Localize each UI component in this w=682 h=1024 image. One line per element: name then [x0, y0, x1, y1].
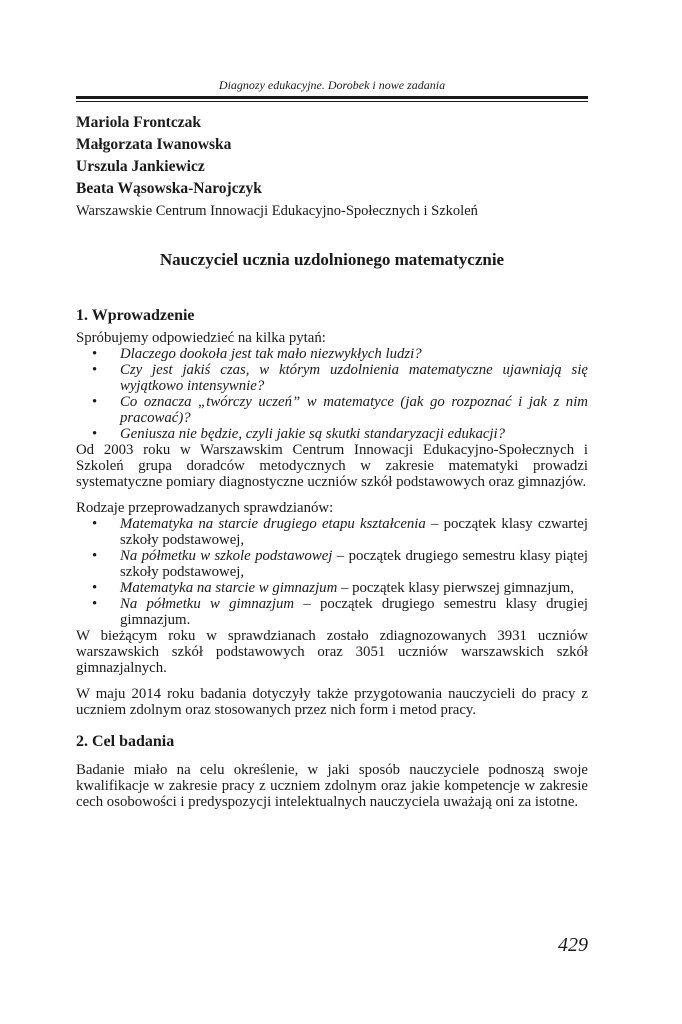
list-item [76, 426, 588, 442]
list-item [76, 516, 588, 548]
paragraph: Od 2003 roku w Warszawskim Centrum Innowacji Edukacyjno-Społecznych i Szkoleń grupa doradców metodycznych w zakresie matematyki prowadzi systematyczne pomiary diagnostyczne uczniów szkół podstawowych oraz gimnazjów. [76, 442, 588, 490]
author-name: Urszula Jankiewicz [76, 158, 205, 175]
paragraph: Spróbujemy odpowiedzieć na kilka pytań: [76, 330, 326, 346]
header-rule-thin [76, 101, 588, 102]
question-text: Geniusza nie będzie, czyli jakie są skutki standaryzacji edukacji? [120, 426, 506, 442]
question-list [76, 346, 588, 442]
paragraph: Badanie miało na celu określenie, w jaki sposób nauczyciele podnoszą swoje kwalifikacje w zakresie pracy z uczniem zdolnym oraz jakie kompetencje w zakresie cech osobowości i predyspozycji intelektualnych nauczyciela uważają oni za istotne. [76, 762, 588, 810]
bullet-icon: • [92, 548, 98, 564]
page-number: 429 [558, 934, 588, 956]
author-block [76, 112, 588, 222]
paragraph: W maju 2014 roku badania dotyczyły także przygotowania nauczycieli do pracy z uczniem zdolnym oraz stosowanych przez nich form i metod pracy. [76, 686, 588, 718]
test-name: Na półmetku w szkole podstawowej [120, 548, 333, 564]
bullet-icon: • [92, 394, 98, 410]
test-name: Na półmetku w gimnazjum [120, 596, 295, 612]
section-heading: 2. Cel badania [76, 733, 175, 750]
list-item [76, 394, 588, 426]
test-description: – początek drugiego semestru klasy drugiej gimnazjum. [120, 596, 588, 628]
bullet-icon: • [92, 426, 98, 442]
author-affiliation: Warszawskie Centrum Innowacji Edukacyjno-Społecznych i Szkoleń [76, 203, 478, 219]
list-item [76, 346, 588, 362]
author-name: Beata Wąsowska-Narojczyk [76, 180, 262, 197]
test-description: – początek klasy pierwszej gimnazjum, [337, 580, 574, 596]
bullet-icon: • [92, 362, 98, 378]
paper-title: Nauczyciel ucznia uzdolnionego matematycznie [159, 250, 505, 269]
test-name: Matematyka na starcie drugiego etapu kształcenia [120, 516, 426, 532]
list-item [76, 548, 588, 580]
paragraph: Rodzaje przeprowadzanych sprawdzianów: [76, 500, 334, 516]
list-item [76, 362, 588, 394]
question-text: Czy jest jakiś czas, w którym uzdolnienia matematyczne ujawniają się wyjątkowo intensywnie? [120, 362, 588, 394]
question-text: Dlaczego dookoła jest tak mało niezwykłych ludzi? [120, 346, 422, 362]
test-description: – początek drugiego semestru klasy piątej szkoły podstawowej, [120, 548, 589, 580]
bullet-icon: • [92, 346, 98, 362]
test-list [76, 516, 588, 628]
bullet-icon: • [92, 580, 98, 596]
list-item [76, 580, 588, 596]
section-heading: 1. Wprowadzenie [76, 307, 195, 324]
test-name: Matematyka na starcie w gimnazjum [120, 580, 338, 596]
test-description: – początek klasy czwartej szkoły podstawowej, [120, 516, 588, 548]
author-name: Mariola Frontczak [76, 114, 201, 131]
author-name: Małgorzata Iwanowska [76, 136, 232, 153]
list-item [76, 596, 588, 628]
bullet-icon: • [92, 516, 98, 532]
question-text: Co oznacza „twórczy uczeń” w matematyce (jak go rozpoznać i jak z nim pracować)? [120, 394, 588, 426]
header-rule-thick [76, 96, 588, 99]
paragraph: W bieżącym roku w sprawdzianach zostało zdiagnozowanych 3931 uczniów warszawskich szkół podstawowych oraz 3051 uczniów warszawskich szkół gimnazjalnych. [76, 628, 588, 676]
bullet-icon: • [92, 596, 98, 612]
running-header: Diagnozy edukacyjne. Dorobek i nowe zadania [218, 78, 446, 92]
paper-body [76, 306, 588, 810]
